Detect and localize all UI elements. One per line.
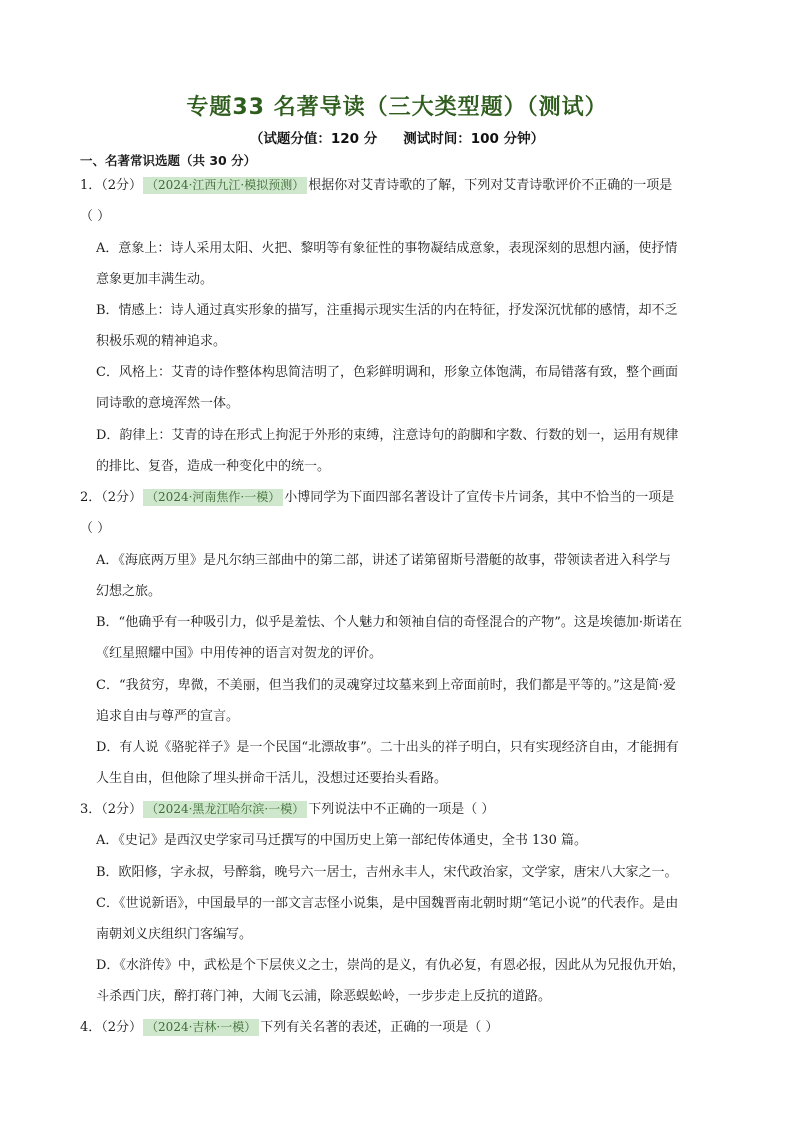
time-info: 测试时间：100 分钟）: [403, 131, 545, 147]
option-b: B．“他确乎有一种吸引力，似乎是羞怯、个人魅力和领袖自信的奇怪混合的产物”。这是埃德加·斯诺在: [96, 615, 682, 630]
option-d-cont: 的排比、复沓，造成一种变化中的统一。: [96, 459, 331, 474]
option-b: B．情感上：诗人通过真实形象的描写，注重揭示现实生活的内在特征，抒发深沉忧郁的感情，却不乏: [96, 303, 678, 318]
option-c-cont: 追求自由与尊严的宣言。: [96, 709, 240, 724]
option-c-cont: 同诗歌的意境浑然一体。: [96, 396, 240, 411]
option-b: B．欧阳修，字永叔，号醉翁，晚号六一居士，吉州永丰人，宋代政治家，文学家，唐宋八大家之一。: [96, 865, 678, 880]
page-subtitle: [0, 127, 794, 147]
option-c: C．《世说新语》，中国最早的一部文言志怪小说集，是中国魏晋南北朝时期“笔记小说”的代表作。是由: [96, 896, 679, 911]
option-c: C．“我贫穷，卑微，不美丽，但当我们的灵魂穿过坟墓来到上帝面前时，我们都是平等的。”这是简·爱: [96, 678, 676, 693]
answer-blank: （ ）: [80, 209, 111, 224]
question-source-tag: （2024·黑龙江哈尔滨·一模）: [143, 801, 307, 818]
page-title: 专题33 名著导读（三大类型题）（测试）: [186, 95, 608, 120]
option-a: A．《史记》是西汉史学家司马迁撰写的中国历史上第一部纪传体通史，全书 130 篇。: [96, 833, 587, 848]
question-source-tag: （2024·河南焦作·一模）: [143, 489, 283, 506]
option-d: D．有人说《骆驼祥子》是一个民国“北漂故事”。二十出头的祥子明白，只有实现经济自由，才能拥有: [96, 740, 679, 755]
question-source-tag: （2024·吉林·一模）: [143, 1019, 259, 1036]
option-d-cont: 人生自由，但他除了埋头拼命干活儿，没想过还要抬头看路。: [96, 771, 448, 786]
section-heading: 一、名著常识选题（共 30 分）: [80, 153, 257, 168]
question-3-stem: 3．（2分） （2024·黑龙江哈尔滨·一模） 下列说法中不正确的一项是（ ）: [80, 802, 495, 817]
question-source-tag: （2024·江西九江·模拟预测）: [143, 177, 307, 194]
question-1-stem: 1．（2分） （2024·江西九江·模拟预测） 根据你对艾青诗歌的了解，下列对艾青诗歌评价不正确的一项是: [80, 178, 673, 193]
option-d: D．韵律上：艾青的诗在形式上拘泥于外形的束缚，注意诗句的韵脚和字数、行数的划一，运用有规律: [96, 428, 679, 443]
option-d: D．《水浒传》中，武松是个下层侠义之士，崇尚的是义，有仇必复，有恩必报，因此从为兄报仇开始，: [96, 958, 685, 973]
option-b-cont: 《红星照耀中国》中用传神的语言对贺龙的评价。: [96, 646, 383, 661]
option-a: A．《海底两万里》是凡尔纳三部曲中的第二部，讲述了诺第留斯号潜艇的故事，带领读者进入科学与: [96, 553, 671, 568]
option-d-cont: 斗杀西门庆，醉打蒋门神，大闹飞云浦，除恶蜈蚣岭，一步步走上反抗的道路。: [96, 989, 552, 1004]
answer-blank: （ ）: [80, 521, 111, 536]
option-a: A．意象上：诗人采用太阳、火把、黎明等有象征性的事物凝结成意象，表现深刻的思想内涵，使抒情: [96, 241, 678, 256]
score-info: （试题分值：120 分: [249, 131, 378, 147]
option-b-cont: 积极乐观的精神追求。: [96, 334, 227, 349]
option-a-cont: 幻想之旅。: [96, 584, 162, 599]
option-c-cont: 南朝刘义庆组织门客编写。: [96, 927, 253, 942]
question-2-stem: 2．（2分） （2024·河南焦作·一模） 小博同学为下面四部名著设计了宣传卡片词条，其中不恰当的一项是: [80, 490, 675, 505]
question-4-stem: 4．（2分） （2024·吉林·一模） 下列有关名著的表述，正确的一项是（ ）: [80, 1020, 499, 1035]
option-c: C．风格上：艾青的诗作整体构思简洁明了，色彩鲜明调和，形象立体饱满，布局错落有致，整个画面: [96, 365, 678, 380]
option-a-cont: 意象更加丰满生动。: [96, 272, 214, 287]
